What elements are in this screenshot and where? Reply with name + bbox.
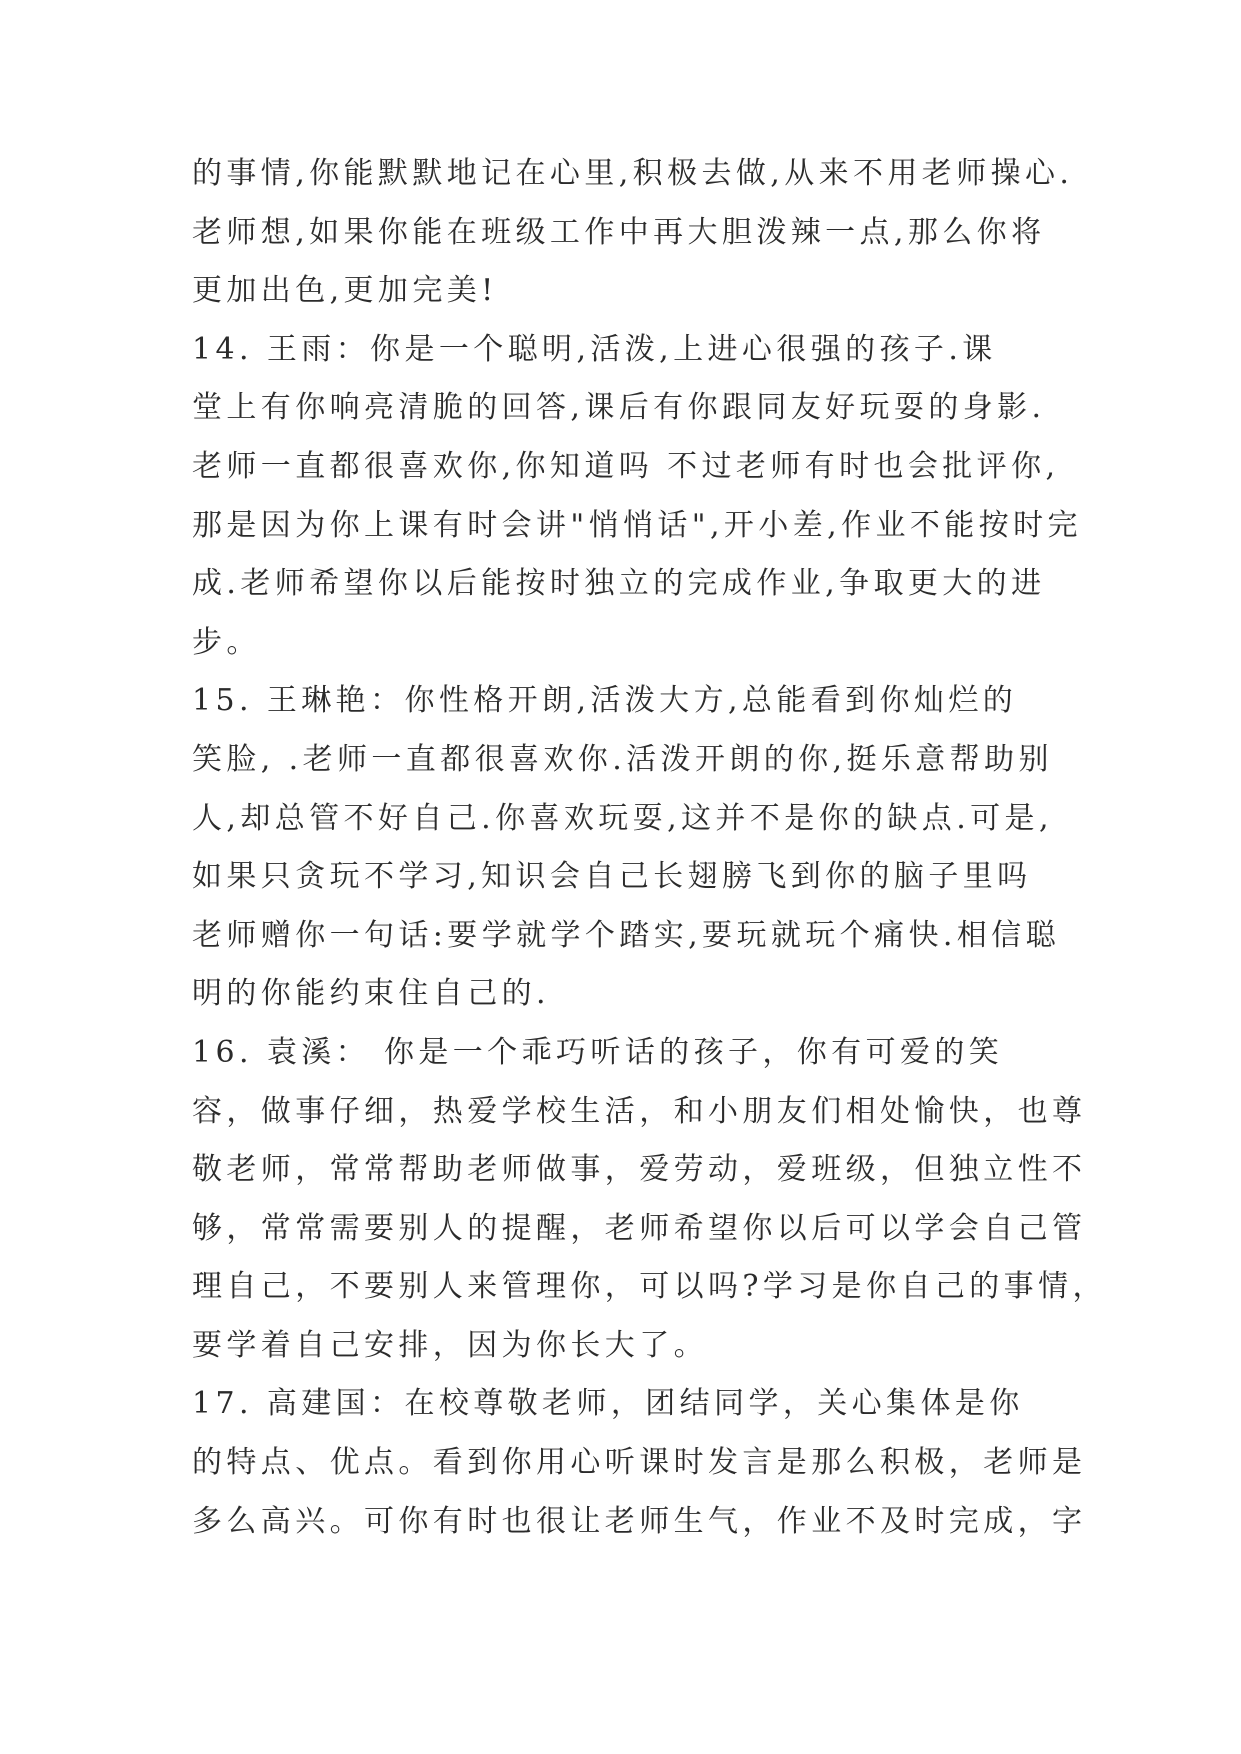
text-line: 笑脸, .老师一直都很喜欢你.活泼开朗的你,挺乐意帮助别 [192, 741, 1053, 777]
text-line: 敬老师，常常帮助老师做事，爱劳动，爱班级，但独立性不 [192, 1152, 1087, 1188]
text-line: 那是因为你上课有时会讲"悄悄话",开小差,作业不能按时完 [192, 507, 1082, 543]
text-line: 老师一直都很喜欢你,你知道吗 不过老师有时也会批评你, [192, 448, 1060, 484]
text-line: 的特点、优点。看到你用心听课时发言是那么积极，老师是 [192, 1445, 1087, 1481]
paragraph-15 [192, 672, 1062, 1024]
text-line: 更加出色,更加完美! [192, 273, 498, 309]
text-line: 堂上有你响亮清脆的回答,课后有你跟同友好玩耍的身影. [192, 390, 1046, 426]
text-line: 的事情,你能默默地记在心里,积极去做,从来不用老师操心. [192, 156, 1074, 191]
text-line: 成.老师希望你以后能按时独立的完成作业,争取更大的进 [192, 566, 1046, 602]
text-line: 老师赠你一句话:要学就学个踏实,要玩就玩个痛快.相信聪 [192, 917, 1060, 953]
text-line: 明的你能约束住自己的. [192, 976, 550, 1012]
text-line: 要学着自己安排，因为你长大了。 [192, 1327, 708, 1363]
text-line: 老师想,如果你能在班级工作中再大胆泼辣一点,那么你将 [192, 214, 1046, 250]
text-line: 人,却总管不好自己.你喜欢玩耍,这并不是你的缺点.可是, [192, 800, 1053, 836]
text-line: 够，常常需要别人的提醒，老师希望你以后可以学会自己管 [192, 1210, 1087, 1246]
text-line: 容，做事仔细，热爱学校生活，和小朋友们相处愉快，也尊 [192, 1093, 1087, 1129]
text-line: 16. 袁溪： 你是一个乖巧听话的孩子，你有可爱的笑 [192, 1034, 1004, 1070]
paragraph-14 [192, 321, 1082, 673]
text-line: 14. 王雨：你是一个聪明,活泼,上进心很强的孩子.课 [192, 331, 997, 367]
text-line: 理自己，不要别人来管理你，可以吗?学习是你自己的事情， [192, 1269, 1107, 1305]
paragraph-17 [192, 1375, 1087, 1551]
paragraph-continuation [192, 145, 1074, 321]
text-line: 步。 [192, 624, 261, 660]
text-line: 15. 王琳艳：你性格开朗,活泼大方,总能看到你灿烂的 [192, 683, 1018, 719]
text-line: 17. 高建国：在校尊敬老师，团结同学，关心集体是你 [192, 1386, 1024, 1422]
paragraph-16 [192, 1024, 1107, 1376]
text-line: 多么高兴。可你有时也很让老师生气，作业不及时完成，字 [192, 1503, 1087, 1539]
document-body [192, 145, 1107, 1551]
text-line: 如果只贪玩不学习,知识会自己长翅膀飞到你的脑子里吗 [192, 859, 1032, 895]
